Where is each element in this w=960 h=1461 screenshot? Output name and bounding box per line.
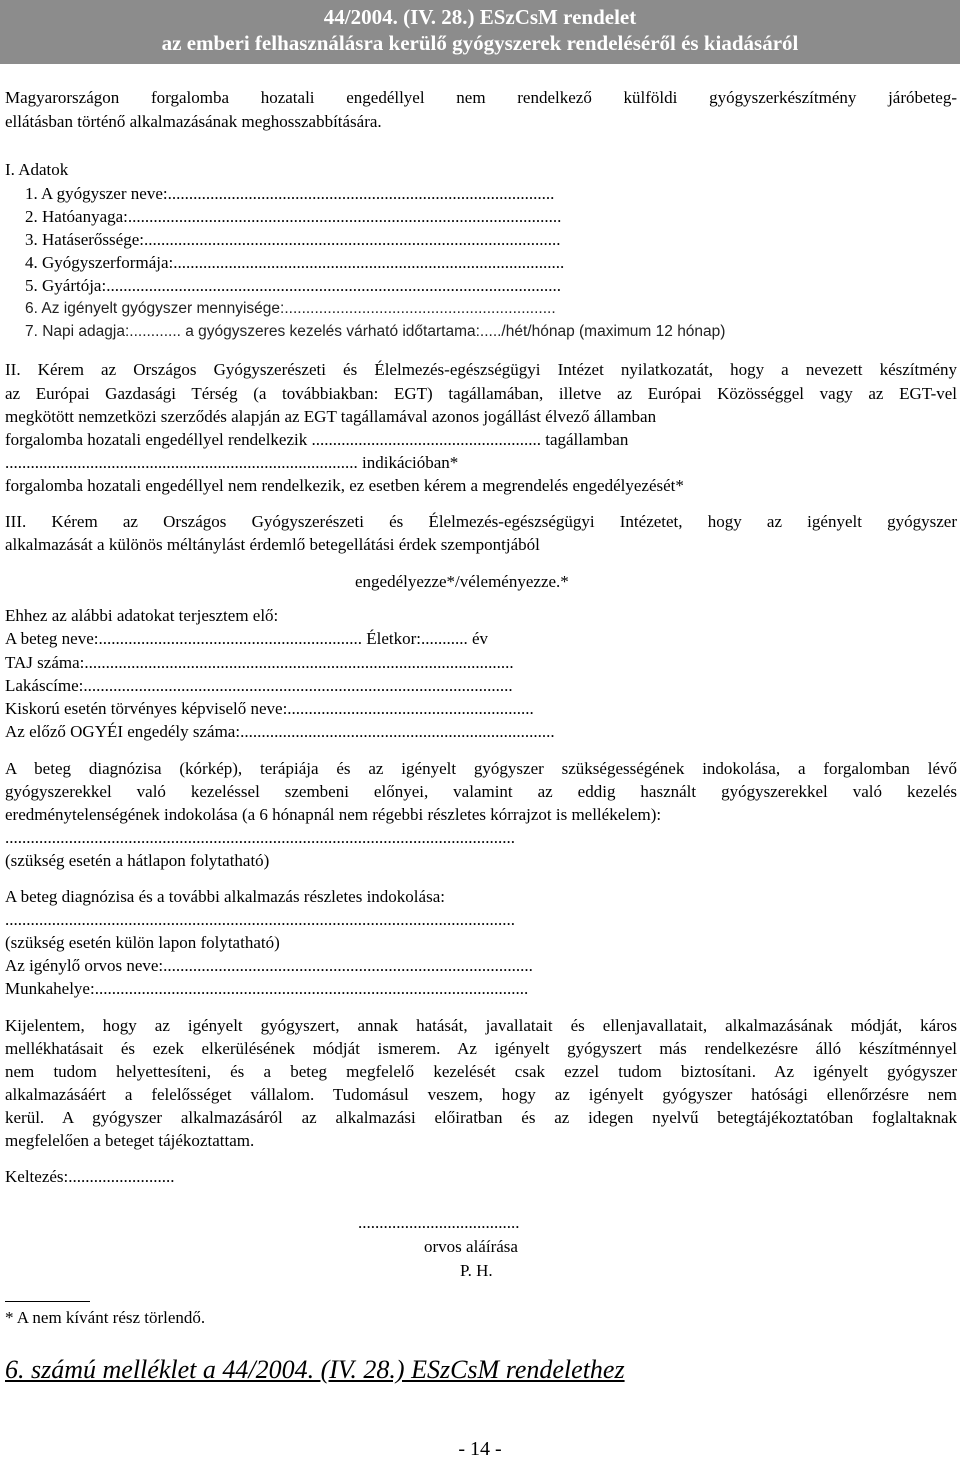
declaration-line-3: nem tudom helyettesíteni, és a beteg megfelelő kezelését csak ezzel tudom biztosítani. Az igényelt gyógyszer <box>5 1062 957 1081</box>
continuation-note-2: (szükség esetén külön lapon folytatható) <box>5 933 280 952</box>
signature-dots: ...................................... <box>358 1213 520 1232</box>
stamp-label: P. H. <box>460 1261 493 1280</box>
diagnosis-line-1: A beteg diagnózisa (kórkép), terápiája és az igényelt gyógyszer szükségességének indokolása, a forgalomban lévő <box>5 759 957 778</box>
diagnosis-line-3: eredménytelenségének indokolása (a 6 hónapnál nem régebbi részletes kórrajzot is mellékelem): <box>5 805 662 824</box>
data-item-3: 3. Hatáserőssége:.................................................................................................. <box>25 230 561 249</box>
section2-line-5: ................................................................................... indikációban* <box>5 453 459 472</box>
page-header-banner <box>0 0 960 64</box>
data-item-7: 7. Napi adagja:............ a gyógyszeres kezelés várható időtartama:...../hét/hónap (maximum 12 hónap) <box>25 323 726 340</box>
date-field: Keltezés:......................... <box>5 1167 175 1186</box>
patient-intro: Ehhez az alábbi adatokat terjesztem elő: <box>5 606 279 625</box>
declaration-line-5: kerül. A gyógyszer alkalmazásáról az alkalmazási előiratban és az idegen nyelvű betegtájékoztatóban foglaltaknak <box>5 1108 957 1127</box>
data-item-6: 6. Az igényelt gyógyszer mennyisége:............................................................... <box>25 300 556 317</box>
section2-line-1: II. Kérem az Országos Gyógyszerészeti és Élelmezés-egészségügyi Intézet nyilatkozatát, hogy a nevezett készítmény <box>5 360 957 379</box>
footnote: * A nem kívánt rész törlendő. <box>5 1308 206 1327</box>
data-item-4: 4. Gyógyszerformája:............................................................................................ <box>25 253 565 272</box>
section2-line-3: megkötött nemzetközi szerződés alapján az EGT tagállamával azonos jogállást élvező államban <box>5 407 657 426</box>
data-item-1: 1. A gyógyszer neve:........................................................................................... <box>25 184 555 203</box>
doctor-name-field: Az igénylő orvos neve:....................................................................................... <box>5 956 533 975</box>
previous-license-field: Az előző OGYÉI engedély száma:.......................................................................... <box>5 722 555 741</box>
section3-line-1: III. Kérem az Országos Gyógyszerészeti és Élelmezés-egészségügyi Intézetet, hogy az igényelt gyógyszer <box>5 512 957 531</box>
footnote-divider <box>5 1301 90 1302</box>
page-number: - 14 - <box>458 1438 502 1460</box>
data-item-2: 2. Hatóanyaga:...................................................................................................... <box>25 207 562 226</box>
approve-option: engedélyezze*/véleményezze.* <box>355 572 569 591</box>
intro-line-2: ellátásban történő alkalmazásának meghosszabbítására. <box>5 112 382 131</box>
data-item-5: 5. Gyártója:........................................................................................................... <box>25 276 561 295</box>
section2-line-6: forgalomba hozatali engedéllyel nem rendelkezik, ez esetben kérem a megrendelés engedélyezését* <box>5 476 684 495</box>
diagnosis-line-2: gyógyszerekkel való kezeléssel szembeni előnyei, valamint az eddig használt gyógyszerekkel való kezelés <box>5 782 957 801</box>
section3-line-2: alkalmazását a különös méltánylást érdemlő betegellátási érdek szempontjából <box>5 535 540 554</box>
intro-line-1: Magyarországon forgalomba hozatali engedéllyel nem rendelkező külföldi gyógyszerkészítmény járóbeteg- <box>5 88 957 107</box>
section2-line-2: az Európai Gazdasági Térség (a továbbiakban: EGT) tagállamában, illetve az Európai Közösséggel vagy az EGT-vel <box>5 384 957 403</box>
declaration-line-2: mellékhatásait és ezek elkerülésének módját ismerem. Az igényelt gyógyszert más rendelkezésre álló készítménnyel <box>5 1039 957 1058</box>
continuation-note-1: (szükség esetén a hátlapon folytatható) <box>5 851 270 870</box>
signature-label: orvos aláírása <box>424 1237 518 1256</box>
section1-title: I. Adatok <box>5 160 69 179</box>
diagnosis-dots-2: ........................................................................................................................ <box>5 910 515 929</box>
header-title: 44/2004. (IV. 28.) ESzCsM rendelet <box>323 5 637 29</box>
guardian-name-field: Kiskorú esetén törvényes képviselő neve:.......................................................... <box>5 699 534 718</box>
patient-name-field: A beteg neve:.............................................................. Életkor:........... év <box>5 629 489 648</box>
patient-taj-field: TAJ száma:..................................................................................................... <box>5 653 514 672</box>
declaration-line-4: alkalmazásáért a felelősséget vállalom. Tudomásul veszem, hogy az igényelt gyógyszer hatósági ellenőrzésre nem <box>5 1085 957 1104</box>
header-subtitle: az emberi felhasználásra kerülő gyógyszerek rendeléséről és kiadásáról <box>161 31 799 55</box>
annex-title: 6. számú melléklet a 44/2004. (IV. 28.) ESzCsM rendelethez <box>5 1355 625 1384</box>
declaration-line-6: megfelelően a beteget tájékoztattam. <box>5 1131 255 1150</box>
patient-address-field: Lakáscíme:..................................................................................................... <box>5 676 513 695</box>
diagnosis-dots-1: ........................................................................................................................ <box>5 828 515 847</box>
detail-label: A beteg diagnózisa és a további alkalmazás részletes indokolása: <box>5 887 445 906</box>
workplace-field: Munkahelye:...................................................................................................... <box>5 979 529 998</box>
section2-line-4: forgalomba hozatali engedéllyel rendelkezik ...................................................... tagállamban <box>5 430 629 449</box>
declaration-line-1: Kijelentem, hogy az igényelt gyógyszert, annak hatását, javallatait és ellenjavallatait, alkalmazásának módját, káros <box>5 1016 957 1035</box>
